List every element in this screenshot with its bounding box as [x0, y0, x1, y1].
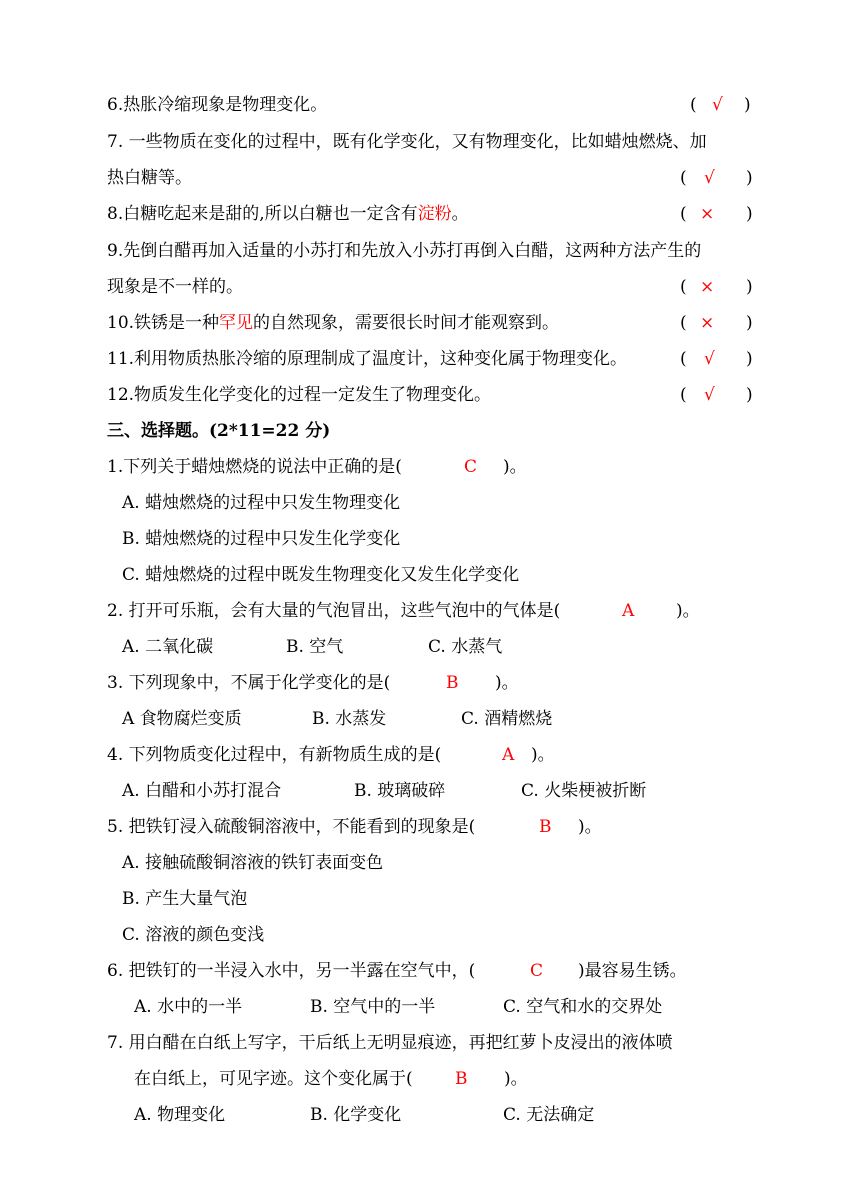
mc-answer-6: C [530, 961, 544, 981]
tf-answer-9: × [700, 277, 715, 297]
mc-q7-option-c: C. 无法确定 [503, 1105, 595, 1125]
tf-paren-open: ( [680, 313, 687, 333]
tf-question-10-end: 的自然现象，需要很长时间才能观察到。 [253, 313, 560, 333]
tf-question-9-line2: 现象是不一样的。 [107, 277, 243, 297]
mc-q1-option-c: C. 蜡烛燃烧的过程中既发生物理变化又发生化学变化 [122, 565, 520, 585]
tf-question-6: 6.热胀冷缩现象是物理变化。 [107, 95, 328, 115]
mc-q4-option-a: A. 白醋和小苏打混合 [122, 781, 282, 801]
tf-question-8-text: 8.白糖吃起来是甜的,所以白糖也一定含有 [107, 204, 418, 224]
tf-paren-open: ( [680, 349, 687, 369]
tf-paren-open: ( [680, 385, 687, 405]
tf-paren-close: ) [746, 277, 753, 297]
mc-q3-option-b: B. 水蒸发 [312, 709, 387, 729]
mc-question-7-line1: 7. 用白醋在白纸上写字，干后纸上无明显痕迹，再把红萝卜皮浸出的液体喷 [107, 1033, 673, 1053]
mc-answer-5: B [539, 817, 552, 837]
mc-question-2-end: )。 [676, 601, 700, 621]
mc-q7-option-b: B. 化学变化 [310, 1105, 402, 1125]
tf-answer-12: √ [704, 385, 715, 405]
mc-q5-option-c: C. 溶液的颜色变浅 [122, 925, 265, 945]
tf-paren-close: ) [746, 313, 753, 333]
mc-q2-option-b: B. 空气 [286, 637, 344, 657]
tf-paren-close: ) [746, 385, 753, 405]
mc-q2-option-a: A. 二氧化碳 [122, 637, 214, 657]
tf-question-7-line1: 7. 一些物质在变化的过程中，既有化学变化，又有物理变化，比如蜡烛燃烧、加 [107, 132, 707, 152]
mc-question-5: 5. 把铁钉浸入硫酸铜溶液中，不能看到的现象是( [107, 817, 476, 837]
tf-question-8 [107, 203, 469, 225]
mc-q7-option-a: A. 物理变化 [134, 1105, 226, 1125]
mc-answer-3: B [446, 673, 459, 693]
mc-q5-option-a: A. 接触硫酸铜溶液的铁钉表面变色 [122, 853, 384, 873]
mc-q3-option-c: C. 酒精燃烧 [461, 709, 553, 729]
mc-question-4: 4. 下列物质变化过程中，有新物质生成的是( [107, 745, 442, 765]
tf-question-8-highlight: 淀粉 [417, 204, 452, 224]
mc-q1-option-b: B. 蜡烛燃烧的过程中只发生化学变化 [122, 529, 401, 549]
mc-answer-1: C [464, 457, 478, 477]
mc-q4-option-b: B. 玻璃破碎 [354, 781, 446, 801]
tf-question-9-line1: 9.先倒白醋再加入适量的小苏打和先放入小苏打再倒入白醋，这两种方法产生的 [107, 241, 702, 261]
tf-answer-6: √ [712, 95, 723, 115]
mc-q3-option-a: A 食物腐烂变质 [122, 709, 242, 729]
tf-paren-open: ( [690, 95, 697, 115]
tf-answer-10: × [700, 313, 715, 333]
tf-question-11: 11.利用物质热胀冷缩的原理制成了温度计，这种变化属于物理变化。 [107, 349, 628, 369]
tf-paren-open: ( [680, 204, 687, 224]
tf-paren-open: ( [680, 277, 687, 297]
mc-question-7-end: )。 [504, 1069, 528, 1089]
tf-paren-open: ( [680, 168, 687, 188]
tf-paren-close: ) [746, 204, 753, 224]
mc-question-6-end: )最容易生锈。 [578, 961, 687, 981]
mc-q1-option-a: A. 蜡烛燃烧的过程中只发生物理变化 [122, 493, 401, 513]
tf-question-10 [107, 312, 559, 334]
mc-q5-option-b: B. 产生大量气泡 [122, 889, 248, 909]
tf-question-10-highlight: 罕见 [219, 313, 254, 333]
mc-question-6: 6. 把铁钉的一半浸入水中，另一半露在空气中，( [107, 961, 476, 981]
tf-paren-close: ) [746, 168, 753, 188]
mc-q2-option-c: C. 水蒸气 [428, 637, 503, 657]
mc-question-2: 2. 打开可乐瓶，会有大量的气泡冒出，这些气泡中的气体是( [107, 601, 561, 621]
mc-question-4-end: )。 [531, 745, 555, 765]
mc-q6-option-b: B. 空气中的一半 [310, 997, 436, 1017]
mc-question-3: 3. 下列现象中，不属于化学变化的是( [107, 673, 391, 693]
mc-q6-option-c: C. 空气和水的交界处 [503, 997, 663, 1017]
mc-question-7-line2: 在白纸上，可见字迹。这个变化属于( [134, 1069, 413, 1089]
mc-question-5-end: )。 [578, 817, 602, 837]
tf-question-8-end: 。 [451, 204, 469, 224]
mc-question-3-end: )。 [495, 673, 519, 693]
tf-paren-close: ) [744, 95, 751, 115]
mc-q4-option-c: C. 火柴梗被折断 [521, 781, 647, 801]
mc-answer-7: B [455, 1069, 468, 1089]
tf-question-7-line2: 热白糖等。 [107, 168, 192, 188]
tf-answer-8: × [700, 204, 715, 224]
section-3-title: 三、选择题。(2*11=22 分) [107, 421, 331, 441]
tf-question-10-text: 10.铁锈是一种 [107, 313, 220, 333]
tf-paren-close: ) [746, 349, 753, 369]
mc-question-1: 1.下列关于蜡烛燃烧的说法中正确的是( [107, 457, 402, 477]
mc-q6-option-a: A. 水中的一半 [134, 997, 243, 1017]
mc-answer-4: A [502, 745, 515, 765]
mc-answer-2: A [622, 601, 635, 621]
mc-question-1-end: )。 [503, 457, 527, 477]
tf-answer-7: √ [704, 168, 715, 188]
tf-answer-11: √ [704, 349, 715, 369]
tf-question-12: 12.物质发生化学变化的过程一定发生了物理变化。 [107, 385, 492, 405]
